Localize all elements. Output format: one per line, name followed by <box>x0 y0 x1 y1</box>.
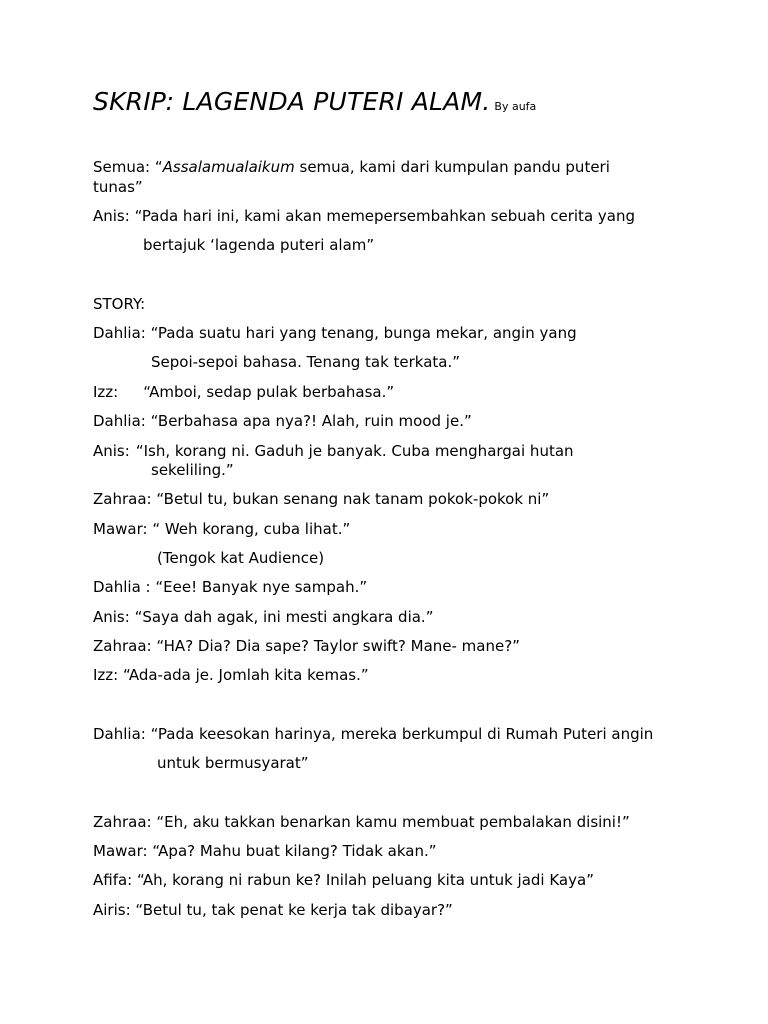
line-dahlia-1: Dahlia: “Pada suatu hari yang tenang, bunga mekar, angin yang <box>93 324 577 342</box>
line-dahlia-4: Dahlia: “Pada keesokan harinya, mereka berkumpul di Rumah Puteri angin <box>93 725 654 743</box>
line-dahlia-4-cont: untuk bermusyarat” <box>157 754 309 772</box>
line-semua-rest: semua, kami dari kumpulan pandu puteri <box>294 158 610 176</box>
line-zahraa-2: Zahraa: “HA? Dia? Dia sape? Taylor swift? Mane- mane?” <box>93 637 520 655</box>
line-mawar-2: Mawar: “Apa? Mahu buat kilang? Tidak akan.” <box>93 842 437 860</box>
line-dahlia-2: Dahlia: “Berbahasa apa nya?! Alah, ruin mood je.” <box>93 412 472 430</box>
line-semua <box>93 157 610 177</box>
story-label: STORY: <box>93 295 146 313</box>
line-izz-2: Izz: “Ada-ada je. Jomlah kita kemas.” <box>93 666 369 684</box>
line-anis-2 <box>93 441 574 461</box>
greeting-italic: Assalamualaikum <box>162 158 295 176</box>
line-mawar-1: Mawar: “ Weh korang, cuba lihat.” <box>93 520 351 538</box>
line-mawar-1-cont: (Tengok kat Audience) <box>157 549 325 567</box>
line-anis-2-text: “Ish, korang ni. Gaduh je banyak. Cuba menghargai hutan <box>135 442 574 460</box>
line-izz-1 <box>93 382 394 402</box>
speaker-anis: Anis: <box>93 442 130 460</box>
line-anis-1-cont: bertajuk ‘lagenda puteri alam” <box>143 236 375 254</box>
speaker-semua: Semua: “ <box>93 158 163 176</box>
line-anis-2-cont: sekeliling.” <box>151 461 234 479</box>
line-airis-1: Airis: “Betul tu, tak penat ke kerja tak dibayar?” <box>93 901 453 919</box>
script-title <box>93 86 536 123</box>
line-semua-cont: tunas” <box>93 178 143 196</box>
line-izz-1-text: “Amboi, sedap pulak berbahasa.” <box>143 383 395 401</box>
line-dahlia-1-cont: Sepoi-sepoi bahasa. Tenang tak terkata.” <box>151 353 461 371</box>
line-anis-1: Anis: “Pada hari ini, kami akan memepersembahkan sebuah cerita yang <box>93 207 635 225</box>
line-zahraa-1: Zahraa: “Betul tu, bukan senang nak tanam pokok-pokok ni” <box>93 490 550 508</box>
line-zahraa-3: Zahraa: “Eh, aku takkan benarkan kamu membuat pembalakan disini!” <box>93 813 630 831</box>
byline: By aufa <box>494 100 537 113</box>
speaker-izz: Izz: <box>93 383 119 401</box>
line-dahlia-3: Dahlia : “Eee! Banyak nye sampah.” <box>93 578 368 596</box>
line-afifa-1: Afifa: “Ah, korang ni rabun ke? Inilah peluang kita untuk jadi Kaya” <box>93 871 594 889</box>
line-anis-3: Anis: “Saya dah agak, ini mesti angkara dia.” <box>93 608 434 626</box>
title-text: SKRIP: LAGENDA PUTERI ALAM. <box>93 87 491 116</box>
